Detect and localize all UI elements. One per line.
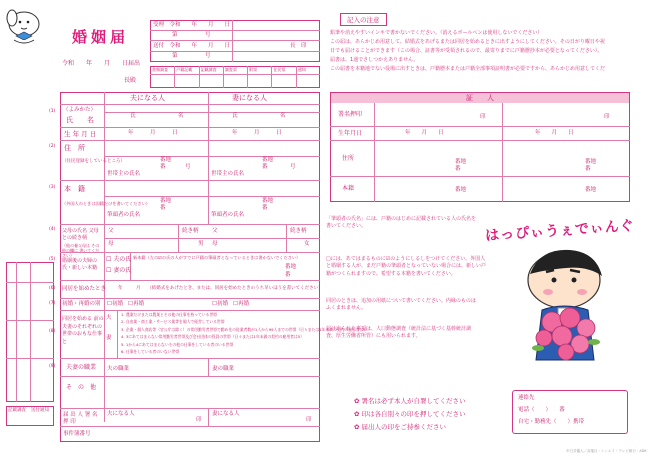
dog-mascot-illustration xyxy=(4,4,48,48)
after-marriage-label: 婚姻後の夫婦の 氏・新しい本籍 xyxy=(62,258,98,271)
husband-relation: 続き柄 xyxy=(182,228,199,234)
wife-address-go: 号 xyxy=(290,164,296,170)
husband-given-label: 名 xyxy=(178,113,184,119)
husband-address-field[interactable] xyxy=(105,141,207,155)
note-line: 届書は、1通でさしつかえありません。 xyxy=(330,57,419,63)
address-label: 住 所 xyxy=(64,144,85,152)
occupation-option[interactable]: 3. 企業・個人商店等（官公庁は除く）の常用勤労者世帯で勤め先の従業者数が1人から99人までの世帯（日々または1年未満の契約の雇用者は5） xyxy=(121,326,370,332)
witness-1-address-ban: 番 xyxy=(455,166,461,172)
side-note-2: □には、あてはまるものに☑のようにしるしをつけてください。外国人と婚姻する人が、まだ戸籍の筆頭者となっていない場合には、新しい戸籍がつくられますので、希望する本籍を書いてください。 xyxy=(326,256,487,277)
wife-name-field[interactable] xyxy=(209,113,319,127)
parents-label: 父母の氏名 父母との続き柄 xyxy=(62,228,99,241)
clerk-cell: 通知 xyxy=(297,67,306,72)
furigana-label: （よみかた） xyxy=(63,107,97,113)
wife-given-label: 名 xyxy=(280,113,286,119)
reception-chief: 長 印 xyxy=(290,43,307,49)
occupation-option[interactable]: 1. 農業だけまたは農業とその他の仕事を持っている世帯 xyxy=(121,312,217,317)
husband-address-ban: 番 xyxy=(160,164,166,170)
reception-number: 第 号 xyxy=(172,32,211,38)
wife-honseki-ban: 番 xyxy=(262,205,268,211)
shinchan-bouquet-illustration xyxy=(512,244,622,370)
husband-son: 男 xyxy=(198,241,204,247)
occupation-wife-mark: 妻 xyxy=(106,335,112,341)
side-note-4: 届け出られた事項は、人口動態調査（統計法に基づく基幹統計調査、厚生労働省所管）にも用いられます。 xyxy=(326,326,472,340)
witness-heading: 証 人 xyxy=(466,94,494,102)
row-number: (5) xyxy=(49,257,56,262)
husband-honseki-banchi: 番地 xyxy=(160,198,172,204)
note-line: 鉛筆や消えやすいインキで書かないでください。（消えるボールペンは使用しないでください） xyxy=(330,30,543,36)
wife-heading: 妻になる人 xyxy=(232,94,267,102)
wife-relation: 続き柄 xyxy=(290,228,307,234)
contact-type[interactable]: 自宅・勤務先（ ）携帯 xyxy=(518,419,585,425)
husband-honseki-ban: 番 xyxy=(160,205,166,211)
husband-name-field[interactable] xyxy=(105,113,207,127)
witness-2-honseki-banchi: 番地 xyxy=(585,187,597,193)
reminder-3: ✿ 届出人の印をご持参ください xyxy=(354,423,447,431)
husband-address-banchi: 番地 xyxy=(160,157,172,163)
wife-seal: 印 xyxy=(306,417,312,423)
reminder-bullet-icon: ✿ xyxy=(354,423,360,431)
witness-1-seal: 印 xyxy=(480,114,486,120)
new-honseki-label: 新本籍（左の☑の氏の人がすでに戸籍の筆頭者となっているときは書かないでください） xyxy=(133,255,301,260)
witness-label-address: 住所 xyxy=(342,155,355,162)
wife-first-checkbox[interactable]: ☐初婚 xyxy=(212,301,228,307)
wife-address-field[interactable] xyxy=(209,141,319,155)
wife-daughter: 女 xyxy=(304,241,310,247)
wife-birth-date[interactable]: 年 月 日 xyxy=(232,130,282,136)
witness-label-signature: 署名押印 xyxy=(338,111,363,118)
cohabitation-value[interactable]: 年 月 （結婚式をあげたとき、または、同居を始めたときのうち早いほうを書いてください） xyxy=(118,286,323,291)
witness-2-seal: 印 xyxy=(604,114,610,120)
wife-remarriage-checkbox[interactable]: ☐再婚 xyxy=(233,301,249,307)
witness-1-honseki-banchi: 番地 xyxy=(455,187,467,193)
husband-father[interactable]: 父 xyxy=(108,228,114,234)
wife-hittousha: 筆頭者の氏名 xyxy=(211,212,245,218)
wife-address-ban: 番 xyxy=(262,164,268,170)
witness-2-birth[interactable]: 年 月 日 xyxy=(535,130,574,136)
new-honseki-banchi: 番地 xyxy=(285,264,297,270)
address-sublabel: （住民登録をしているところ） xyxy=(62,159,125,164)
row-number: (3) xyxy=(49,185,56,190)
witness-label-honseki: 本籍 xyxy=(342,185,355,192)
greeting-text: はっぴぃうぇでぃんぐ xyxy=(484,217,636,245)
wife-father[interactable]: 父 xyxy=(212,228,218,234)
row-number: (1) xyxy=(49,109,56,114)
copyright-footer: ©臼井儀人／双葉社・シンエイ・テレビ朝日・ADK xyxy=(566,449,647,453)
witness-2-address-banchi: 番地 xyxy=(585,159,597,165)
new-honseki-ban: 番 xyxy=(285,272,291,278)
row-number: (2) xyxy=(49,144,56,149)
husband-birth-date[interactable]: 年 月 日 xyxy=(128,130,178,136)
husband-address-go: 号 xyxy=(185,164,191,170)
occupation-option[interactable]: 4. 3にあてはまらない常用勤労者世帯及び会社団体の役員の世帯（日々または1年未満の契約の雇用者は5） xyxy=(121,334,304,340)
note-line: 日でも届けることができます（この場合、証書等が受領されるので、最寄りまでに戸籍謄抄本が必要となってください）。 xyxy=(330,48,603,54)
name-label: 氏 名 xyxy=(66,116,94,124)
witness-1-address-banchi: 番地 xyxy=(455,159,467,165)
submission-office[interactable]: 長殿 xyxy=(124,77,137,84)
husband-seal: 印 xyxy=(196,417,202,423)
husband-heading: 夫になる人 xyxy=(130,94,165,102)
contact-label: 連絡先 xyxy=(518,395,535,401)
note-line: この届書を本籍地でない役場に出すときは、戸籍謄本または戸籍全部事項証明書が必要ですから、あらかじめ用意してくだ xyxy=(330,66,606,72)
husband-surname-label: 氏 xyxy=(130,113,136,119)
reminder-2: ✿ 印は各自別々の印を押してください xyxy=(354,410,466,418)
form-title: 婚姻届 xyxy=(72,28,130,46)
reminder-1: ✿ 署名は必ず本人が自署してください xyxy=(354,397,466,405)
row-number: (7) xyxy=(49,301,56,306)
honseki-label: 本 籍 xyxy=(64,185,85,193)
reception-received: 受理 令和 年 月 日 xyxy=(153,22,231,28)
witness-label-birth: 生年月日 xyxy=(338,130,363,137)
clerk-cell: 記載調査 xyxy=(200,67,217,72)
note-line: この届は、あらかじめ用意して、結婚式をあげるまたは同居を始めるときに出すようにしてください。その日がり曜日や祝 xyxy=(330,39,605,45)
husband-mother[interactable]: 母 xyxy=(108,241,114,247)
wife-setainushi: 世帯主の氏名 xyxy=(211,171,245,177)
row-number: (6) xyxy=(49,286,56,291)
reminder-bullet-icon: ✿ xyxy=(354,397,360,405)
previous-marriage-label: 初婚・再婚の別 xyxy=(62,301,101,307)
clerk-cell: 戸籍記載 xyxy=(176,67,193,72)
parents-sublabel: （他の養父母は その他の欄に 書いてください） xyxy=(62,243,100,258)
husband-signature[interactable]: 夫になる人 xyxy=(107,411,135,417)
witness-table xyxy=(330,92,630,202)
reminders-list xyxy=(354,396,514,446)
husband-remarriage-checkbox[interactable]: ☐再婚 xyxy=(128,301,144,307)
clerk-cell: 附票 xyxy=(249,67,258,72)
after-wife-checkbox[interactable]: ☐ 妻の氏 xyxy=(106,267,132,274)
reception-sent: 送付 令和 年 月 日 xyxy=(153,43,231,49)
side-note-3: 同居のときは、追加の用紙について書いてください。内縁のものはふくまれません。 xyxy=(326,298,476,312)
witness-1-birth[interactable]: 年 月 日 xyxy=(405,130,444,136)
occupation-option[interactable]: 6. 仕事をしている者のいない世帯 xyxy=(121,349,179,354)
occupation-husband-mark: 夫 xyxy=(106,315,112,321)
husband-first-checkbox[interactable]: ☐初婚 xyxy=(107,301,123,307)
contact-phone[interactable]: 電話（ ） 番 xyxy=(518,407,565,413)
notes-heading: 記入の注意 xyxy=(340,13,387,26)
wife-signature[interactable]: 妻になる人 xyxy=(212,411,240,417)
clerk-cell: 書類調査 xyxy=(152,67,168,72)
other-label: そ の 他 xyxy=(66,384,97,391)
row-number: (8) xyxy=(49,329,56,334)
wife-address-banchi: 番地 xyxy=(262,157,274,163)
side-note-1: 「筆頭者の氏名」には、戸籍のはじめに記載されている人の氏名を書いてください。 xyxy=(326,216,477,230)
wife-honseki-banchi: 番地 xyxy=(262,198,274,204)
left-small-label-1: 記載調査 xyxy=(8,408,26,413)
left-small-label-2: 送付通知 xyxy=(31,408,49,413)
reception-sent-number: 第 号 xyxy=(172,53,211,59)
signature-label: 届 出 人 署 名 押 印 xyxy=(63,412,98,425)
reminder-bullet-icon: ✿ xyxy=(354,410,360,418)
occupation-label: 同居を始める 前の夫妻のそれぞれの世帯のおもな仕事と xyxy=(62,316,104,345)
after-husband-checkbox[interactable]: ☐ 夫の氏 xyxy=(106,256,132,263)
witness-2-address-ban: 番 xyxy=(585,166,591,172)
husband-hittousha: 筆頭者の氏名 xyxy=(107,212,141,218)
cohabitation-label: 同居を始めたとき xyxy=(62,286,107,292)
row-number: (4) xyxy=(49,227,56,232)
husband-job[interactable]: 夫の職業 xyxy=(107,366,130,372)
honseki-sublabel: （外国人のときは国籍だけを書いてください） xyxy=(62,201,150,206)
clerk-cell: 調査票 xyxy=(224,67,237,72)
husband-setainushi: 世帯主の氏名 xyxy=(107,171,141,177)
case-number-label: 事件簿番号 xyxy=(63,431,91,437)
wife-surname-label: 氏 xyxy=(232,113,238,119)
wife-mother[interactable]: 母 xyxy=(212,241,218,247)
birth-label: 生 年 月 日 xyxy=(64,130,97,138)
job-label: 夫妻の職業 xyxy=(66,364,97,371)
clerk-cell: 住民票 xyxy=(273,67,286,72)
occupation-option[interactable]: 5. 1から4にあてはまらないその他の仕事をしている者のいる世帯 xyxy=(121,341,234,347)
submission-date[interactable]: 令和 年 月 日届出 xyxy=(62,60,141,67)
row-number: (9) xyxy=(49,364,56,369)
occupation-option[interactable]: 2. 自由業・商工業・サービス業等を個人で経営している世帯 xyxy=(121,319,225,325)
wife-job[interactable]: 妻の職業 xyxy=(212,366,235,372)
